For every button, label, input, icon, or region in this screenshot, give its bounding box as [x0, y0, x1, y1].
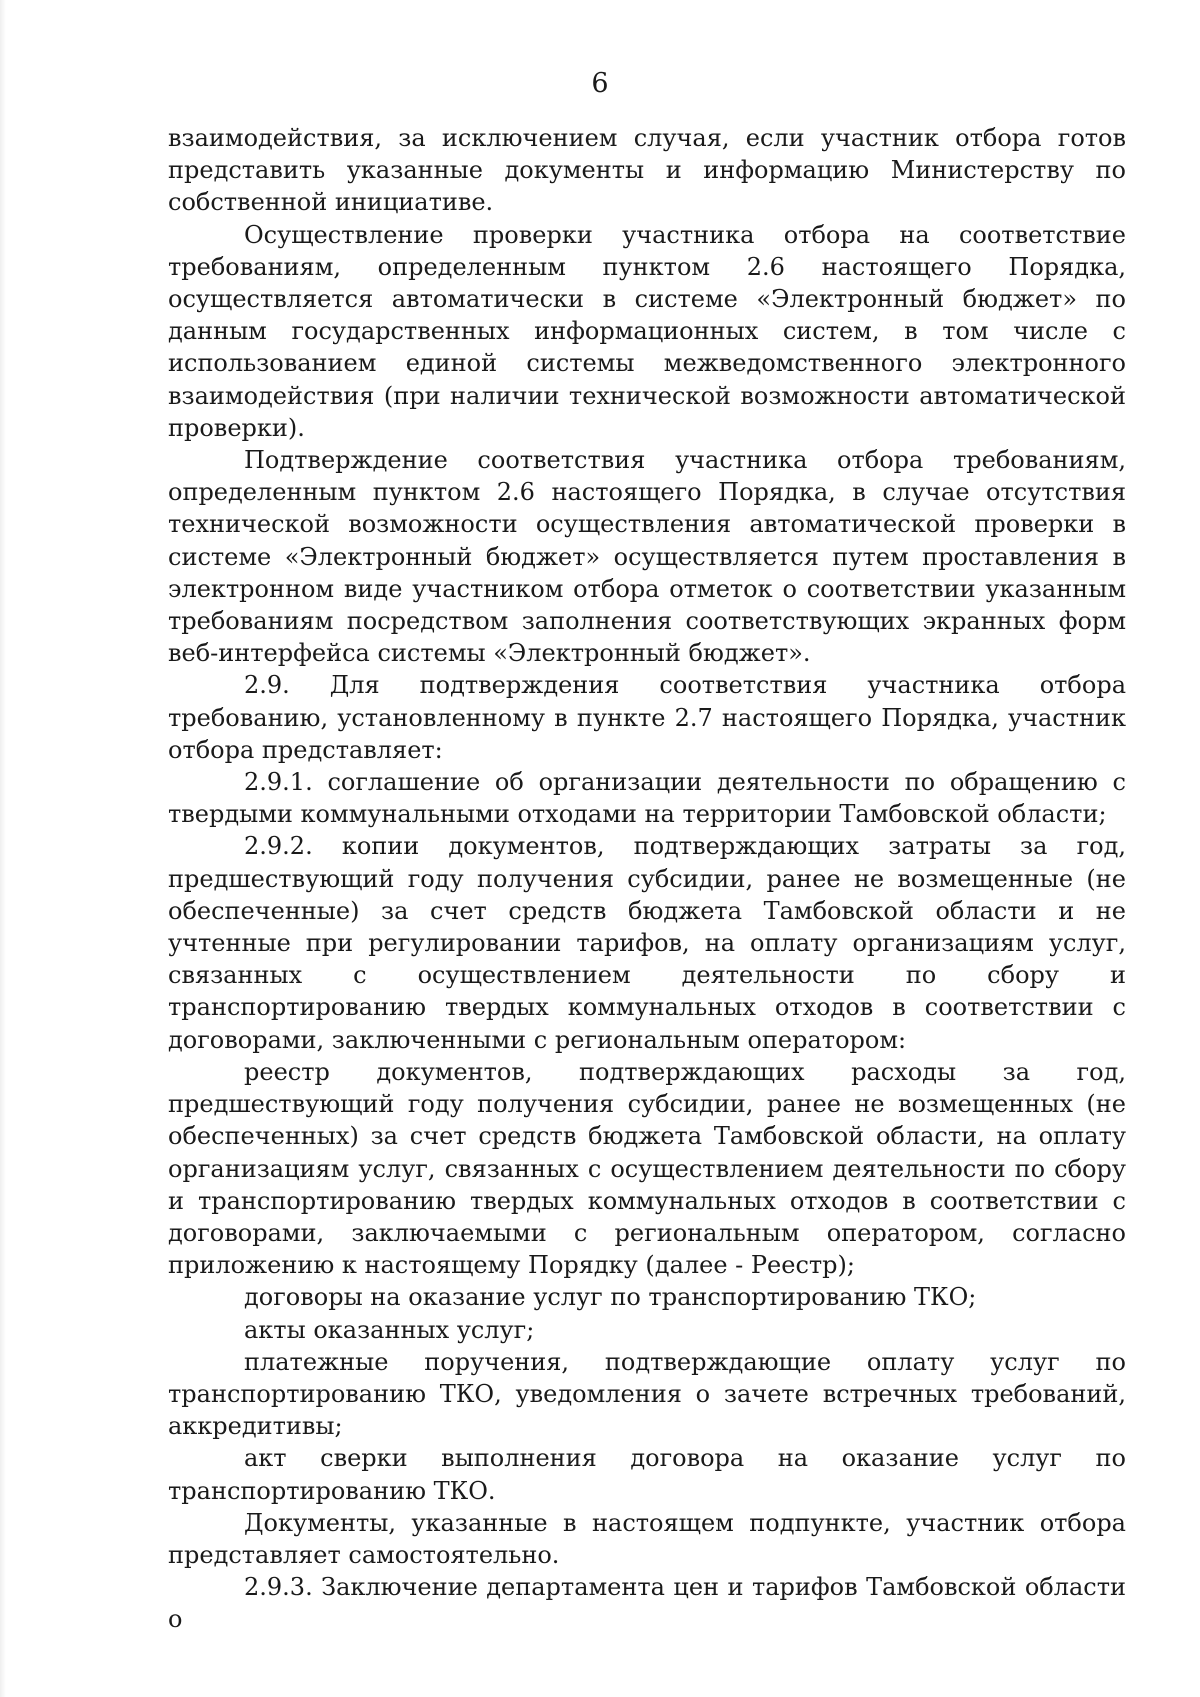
document-body: [168, 122, 1126, 1636]
paragraph-automatic-check: Осуществление проверки участника отбора на соответствие требованиям, определенным пунктом 2.6 настоящего Порядка, осуществляется автоматически в системе «Электронный бюджет» по данным государственных информационных систем, в том числе с использованием единой системы межведомственного электронного взаимодействия (при наличии технической возможности автоматической проверки).: [168, 220, 1126, 442]
paragraph-payment-orders: платежные поручения, подтверждающие оплату услуг по транспортированию ТКО, уведомления о зачете встречных требований, аккредитивы;: [168, 1347, 1126, 1441]
paragraph-2-9: 2.9. Для подтверждения соответствия участника отбора требованию, установленному в пункте 2.7 настоящего Порядка, участник отбора представляет:: [168, 671, 1126, 764]
paragraph-reconciliation-act: акт сверки выполнения договора на оказание услуг по транспортированию ТКО.: [168, 1444, 1126, 1505]
paragraph-continuation: взаимодействия, за исключением случая, если участник отбора готов представить указанные документы и информацию Министерству по собственной инициативе.: [168, 124, 1126, 217]
page-number: 6: [591, 68, 609, 99]
paragraph-2-9-3: 2.9.3. Заключение департамента цен и тарифов Тамбовской области о: [168, 1573, 1126, 1634]
paragraph-confirmation: Подтверждение соответствия участника отбора требованиям, определенным пунктом 2.6 настоящего Порядка, в случае отсутствия технической возможности осуществления автоматической проверки в системе «Электронный бюджет» осуществляется путем проставления в электронном виде участником отбора отметок о соответствии указанным требованиям посредством заполнения соответствующих экранных форм веб-интерфейса системы «Электронный бюджет».: [168, 446, 1126, 668]
paragraph-acts: акты оказанных услуг;: [244, 1315, 535, 1344]
paragraph-2-9-2: 2.9.2. копии документов, подтверждающих затраты за год, предшествующий году получения субсидии, ранее не возмещенные (не обеспеченные) за счет средств бюджета Тамбовской области и не учтенные при регулировании тарифов, на оплату организациям услуг, связанных с осуществлением деятельности по сбору и транспортированию твердых коммунальных отходов в соответствии с договорами, заключенными с региональным оператором:: [168, 832, 1126, 1054]
paragraph-documents-self: Документы, указанные в настоящем подпункте, участник отбора представляет самостоятельно.: [168, 1508, 1126, 1569]
scan-edge: [0, 0, 6, 1697]
paragraph-registry: реестр документов, подтверждающих расходы за год, предшествующий году получения субсидии, ранее не возмещенных (не обеспеченных) за счет средств бюджета Тамбовской области, на оплату организациям услуг, связанных с осуществлением деятельности по сбору и транспортированию твердых коммунальных отходов в соответствии с договорами, заключаемыми с региональным оператором, согласно приложению к настоящему Порядку (далее - Реестр);: [168, 1057, 1126, 1280]
paragraph-contracts: договоры на оказание услуг по транспортированию ТКО;: [244, 1283, 977, 1312]
paragraph-2-9-1: 2.9.1. соглашение об организации деятельности по обращению с твердыми коммунальными отходами на территории Тамбовской области;: [168, 768, 1126, 829]
